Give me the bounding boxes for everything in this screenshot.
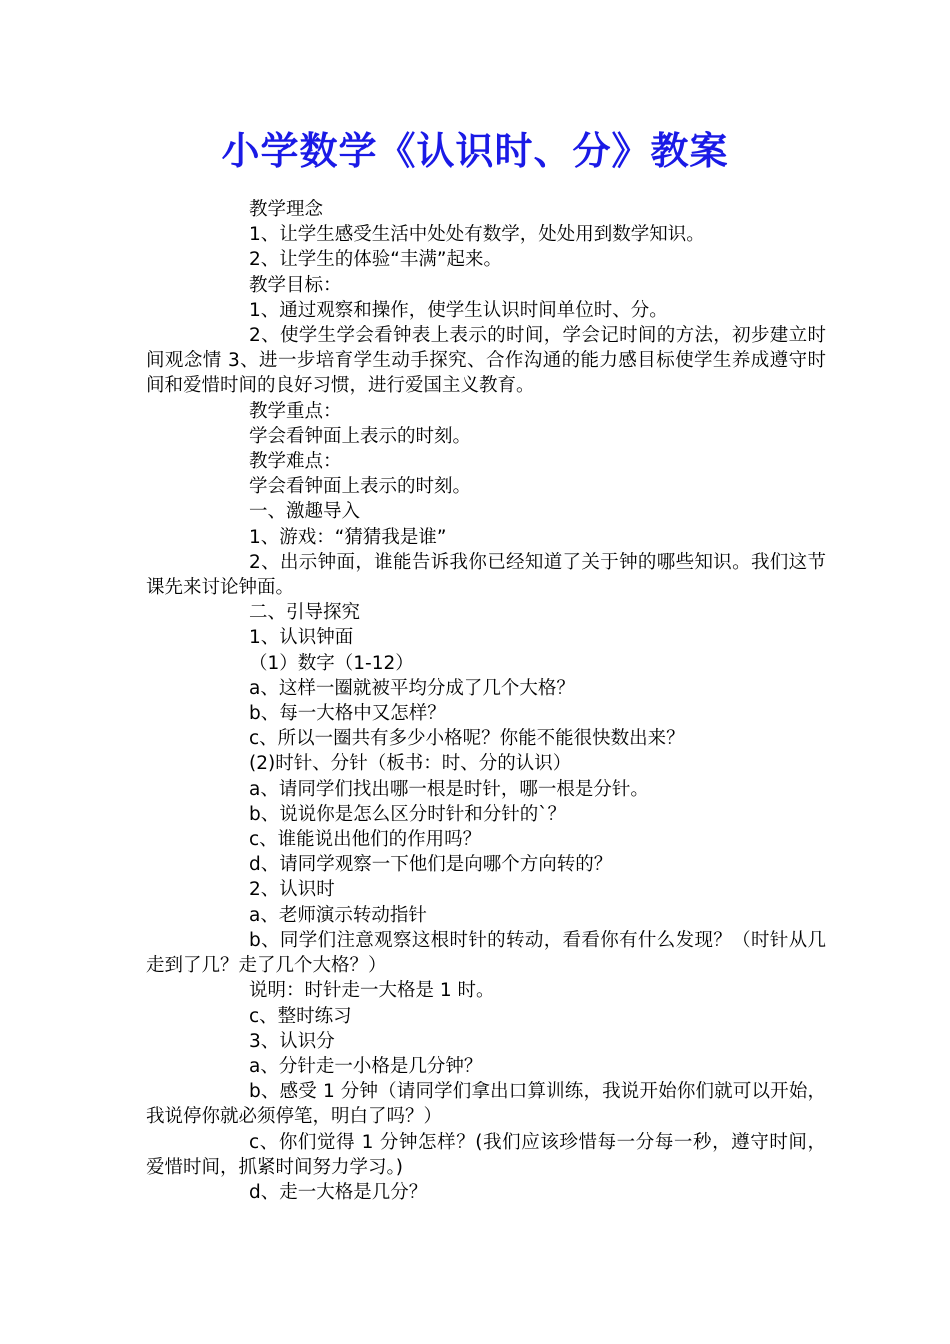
paragraph: 一、激趣导入 — [249, 501, 361, 523]
paragraph: 教学理念 — [249, 199, 324, 220]
paragraph: a、分针走一小格是几分钟？ — [249, 1055, 483, 1077]
paragraph: a、老师演示转动指针 — [249, 904, 427, 926]
paragraph: 1、让学生感受生活中处处有数学，处处用到数学知识。 — [249, 224, 705, 246]
paragraph: 3、认识分 — [249, 1030, 335, 1052]
paragraph: 2、使学生学会看钟表上表示的时间，学会记时间的方法，初步建立时间观念情 3、进一步培育学生动手探究、合作沟通的能力感目标使学生养成遵守时间和爱惜时间的良好习惯，进行爱国主义教育。 — [146, 325, 826, 397]
paragraph: 教学目标： — [249, 274, 342, 296]
paragraph: 学会看钟面上表示的时刻。 — [249, 425, 472, 447]
paragraph: 1、通过观察和操作，使学生认识时间单位时、分。 — [249, 299, 668, 321]
paragraph: 2、出示钟面，谁能告诉我你已经知道了关于钟的哪些知识。我们这节课先来讨论钟面。 — [146, 551, 826, 599]
paragraph: b、感受 1 分钟（请同学们拿出口算训练，我说开始你们就可以开始，我说停你就必须停笔，明白了吗？） — [146, 1081, 826, 1128]
paragraph: b、说说你是怎么区分时针和分针的`？ — [249, 803, 566, 825]
paragraph: c、整时练习 — [249, 1005, 352, 1027]
paragraph: (2)时针、分针（板书：时、分的认识） — [249, 753, 572, 775]
paragraph: 2、认识时 — [249, 879, 335, 901]
paragraph: b、每一大格中又怎样？ — [249, 703, 446, 725]
paragraph: 二、引导探究 — [249, 602, 361, 624]
paragraph: （1）数字（1-12） — [249, 652, 414, 674]
paragraph: c、谁能说出他们的作用吗？ — [249, 829, 482, 851]
paragraph: c、你们觉得 1 分钟怎样？(我们应该珍惜每一分每一秒，遵守时间，爱惜时间，抓紧时间努力学习。) — [146, 1131, 826, 1178]
paragraph: 学会看钟面上表示的时刻。 — [249, 476, 472, 498]
paragraph: d、请同学观察一下他们是向哪个方向转的？ — [249, 854, 613, 876]
paragraph: 说明：时针走一大格是 1 时。 — [249, 980, 495, 1002]
paragraph: 教学难点： — [249, 451, 342, 473]
paragraph: c、所以一圈共有多少小格呢？你能不能很快数出来？ — [249, 728, 685, 750]
paragraph: 1、游戏：“猜猜我是谁” — [249, 526, 447, 548]
paragraph: 2、让学生的体验“丰满”起来。 — [249, 249, 502, 271]
paragraph: 1、认识钟面 — [249, 627, 354, 649]
paragraph: d、走一大格是几分？ — [249, 1181, 428, 1203]
document-body — [146, 197, 826, 1205]
paragraph: b、同学们注意观察这根时针的转动，看看你有什么发现？（时针从几走到了几？走了几个大格？） — [146, 929, 826, 977]
paragraph: a、这样一圈就被平均分成了几个大格？ — [249, 677, 575, 699]
document-title: 小学数学《认识时、分》教案 — [221, 128, 729, 173]
paragraph: 教学重点： — [249, 400, 342, 422]
paragraph: a、请同学们找出哪一根是时针，哪一根是分针。 — [249, 778, 649, 800]
